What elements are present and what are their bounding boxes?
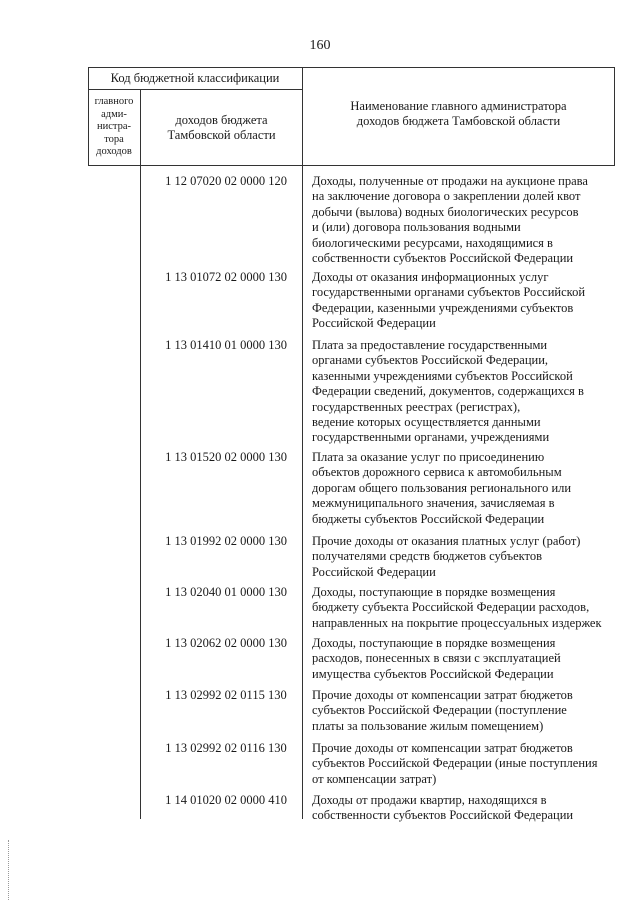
row-10-code: 1 14 01020 02 0000 410 — [165, 793, 287, 807]
admin-column-divider — [140, 89, 141, 819]
header-name-column: Наименование главного администратора доходов бюджета Тамбовской области — [350, 99, 567, 128]
row-3-code: 1 13 01410 01 0000 130 — [165, 338, 287, 352]
row-3-name: Плата за предоставление государственными органами субъектов Российской Федерации, казенными учреждениями субъектов Российской Федерации сведений, документов, содержащихся в государственных реестрах (регистрах), ведение которых осуществляется данными государственными органами, учреждениями — [312, 338, 584, 445]
header-admin-column: главного адми- нистра- тора доходов — [94, 96, 134, 157]
scan-margin-marks — [8, 840, 10, 900]
row-7-name: Доходы, поступающие в порядке возмещения расходов, понесенных в связи с эксплуатацией имущества субъектов Российской Федерации — [312, 636, 561, 681]
row-6-name: Доходы, поступающие в порядке возмещения бюджету субъекта Российской Федерации расходов, направленных на покрытие процессуальных издержек — [312, 585, 602, 630]
row-1-code: 1 12 07020 02 0000 120 — [165, 174, 287, 188]
code-group-divider — [88, 89, 302, 90]
header-code-group: Код бюджетной классификации — [110, 71, 280, 85]
table-top-border — [88, 67, 614, 68]
code-column-divider — [302, 67, 303, 819]
right-border — [614, 67, 615, 166]
row-7-code: 1 13 02062 02 0000 130 — [165, 636, 287, 650]
row-6-code: 1 13 02040 01 0000 130 — [165, 585, 287, 599]
row-9-name: Прочие доходы от компенсации затрат бюджетов субъектов Российской Федерации (иные поступления от компенсации затрат) — [312, 741, 598, 786]
header-income-column: доходов бюджета Тамбовской области — [167, 113, 276, 142]
row-2-code: 1 13 01072 02 0000 130 — [165, 270, 287, 284]
row-5-code: 1 13 01992 02 0000 130 — [165, 534, 287, 548]
row-4-name: Плата за оказание услуг по присоединению объектов дорожного сервиса к автомобильным дорогам общего пользования регионального или межмуниципального значения, зачисляемая в бюджеты субъектов Российской Федерации — [312, 450, 572, 526]
row-5-name: Прочие доходы от оказания платных услуг (работ) получателями средств бюджетов субъектов Российской Федерации — [312, 534, 581, 579]
header-bottom-border — [88, 165, 614, 166]
page-number: 160 — [309, 38, 331, 53]
row-10-name: Доходы от продажи квартир, находящихся в собственности субъектов Российской Федерации — [312, 793, 574, 823]
row-9-code: 1 13 02992 02 0116 130 — [165, 741, 287, 755]
row-8-code: 1 13 02992 02 0115 130 — [165, 688, 287, 702]
row-4-code: 1 13 01520 02 0000 130 — [165, 450, 287, 464]
row-2-name: Доходы от оказания информационных услуг государственными органами субъектов Российской Федерации, казенными учреждениями субъектов Российской Федерации — [312, 270, 586, 331]
row-1-name: Доходы, полученные от продажи на аукционе права на заключение договора о закреплении долей квот добычи (вылова) водных биологических ресурсов и (или) договора пользования водными биологическими ресурсами, находящимися в собственности субъектов Российской Федерации — [312, 174, 588, 266]
row-8-name: Прочие доходы от компенсации затрат бюджетов субъектов Российской Федерации (поступление платы за пользование жилым помещением) — [312, 688, 573, 733]
